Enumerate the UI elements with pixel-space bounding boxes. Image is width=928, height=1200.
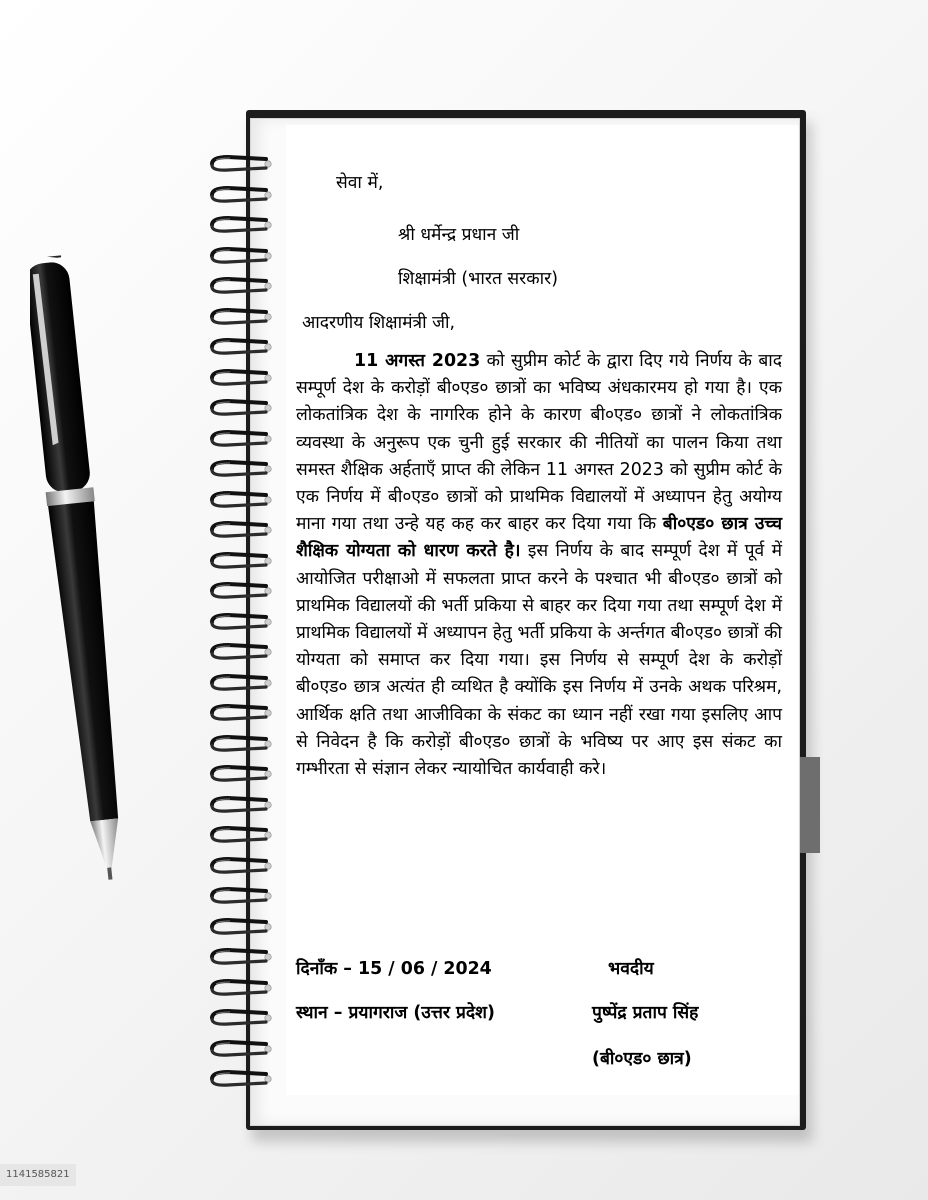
pen-icon xyxy=(30,230,150,910)
spiral-ring-icon xyxy=(206,247,278,264)
spiral-ring-icon xyxy=(206,277,278,294)
spiral-ring-icon xyxy=(206,1040,278,1057)
recipient-name: श्री धर्मेन्द्र प्रधान जी xyxy=(398,225,520,245)
spiral-ring-icon xyxy=(206,948,278,965)
spiral-ring-icon xyxy=(206,491,278,508)
spiral-ring-icon xyxy=(206,857,278,874)
spiral-ring-icon xyxy=(206,887,278,904)
body-text-1: को सुप्रीम कोर्ट के द्वारा दिए गये निर्णय के बाद सम्पूर्ण देश के करोड़ों बी०एड० छात्रों का भविष्य अंधकारमय हो गया है। एक लोकतांत्रिक देश के नागरिक होने के कारण बी०एड० छात्रों ने लोकतांत्रिक व्यवस्था के अनुरूप एक चुनी हुई सरकार की नीतियों का पालन किया तथा समस्त शैक्षिक अर्हताएँ प्राप्त की लेकिन 11 अगस्त 2023 को सुप्रीम कोर्ट के एक निर्णय में बी०एड० छात्रों को प्राथमिक विद्यालयों में अध्यापन हेतु अयोग्य माना गया तथा उन्हे यह कह कर बाहर कर दिया गया कि xyxy=(296,351,783,535)
body-text-2: इस निर्णय के बाद सम्पूर्ण देश में पूर्व में आयोजित परीक्षाओ में सफलता प्राप्त करने के पश्चात भी बी०एड० छात्रों को प्राथमिक विद्यालयों की भर्ती प्रकिया से बाहर कर दिया गया तथा सम्पूर्ण देश में प्राथमिक विद्यालयों में अध्यापन हेतु भर्ती प्रकिया के अर्न्तगत बी०एड० छात्रों की योग्यता को समाप्त कर दिया गया। इस निर्णय से सम्पूर्ण देश के करोड़ों बी०एड० छात्र अत्यंत ही व्यथित है क्योंकि इस निर्णय में उनके अथक परिश्रम, आर्थिक क्षति तथा आजीविका के संकट का ध्यान नहीं रखा गया इसलिए आप से निवेदन है कि करोड़ों बी०एड० छात्रों के भविष्य पर आए इस संकट का गम्भीरता से संज्ञान लेकर न्यायोचित कार्यवाही करे। xyxy=(296,541,782,780)
place-line: स्थान – प्रयागराज (उत्तर प्रदेश) xyxy=(296,1003,495,1023)
spiral-ring-icon xyxy=(206,552,278,569)
spiral-ring-icon xyxy=(206,338,278,355)
spiral-ring-icon xyxy=(206,674,278,691)
notebook-side-tab xyxy=(798,757,820,853)
spiral-ring-icon xyxy=(206,155,278,172)
spiral-ring-icon xyxy=(206,643,278,660)
body-date: 11 अगस्त 2023 xyxy=(354,351,481,371)
spiral-ring-icon xyxy=(206,460,278,477)
signer-role: (बी०एड० छात्र) xyxy=(592,1049,692,1069)
spiral-ring-icon xyxy=(206,521,278,538)
letter-body xyxy=(296,348,782,783)
spiral-ring-icon xyxy=(206,1009,278,1026)
spiral-ring-icon xyxy=(206,369,278,386)
closing: भवदीय xyxy=(608,959,654,979)
spiral-ring-icon xyxy=(206,826,278,843)
spiral-ring-icon xyxy=(206,186,278,203)
spiral-ring-icon xyxy=(206,796,278,813)
spiral-ring-icon xyxy=(206,308,278,325)
stock-image-id: 1141585821 xyxy=(0,1164,76,1186)
spiral-ring-icon xyxy=(206,582,278,599)
spiral-ring-icon xyxy=(206,765,278,782)
spiral-ring-icon xyxy=(206,918,278,935)
spiral-ring-icon xyxy=(206,399,278,416)
signer-name: पुष्पेंद्र प्रताप सिंह xyxy=(592,1003,699,1023)
spiral-ring-icon xyxy=(206,704,278,721)
spiral-ring-icon xyxy=(206,979,278,996)
greeting: आदरणीय शिक्षामंत्री जी, xyxy=(302,313,456,333)
body-quote: बी०एड० छात्र उच्च शैक्षिक योग्यता को धारण करते है। xyxy=(296,514,782,562)
salutation-to: सेवा में, xyxy=(336,173,384,193)
recipient-title: शिक्षामंत्री (भारत सरकार) xyxy=(398,269,559,289)
spiral-ring-icon xyxy=(206,613,278,630)
spiral-ring-icon xyxy=(206,735,278,752)
date-line: दिनाँक – 15 / 06 / 2024 xyxy=(296,959,492,979)
spiral-ring-icon xyxy=(206,430,278,447)
spiral-ring-icon xyxy=(206,216,278,233)
spiral-ring-icon xyxy=(206,1070,278,1087)
